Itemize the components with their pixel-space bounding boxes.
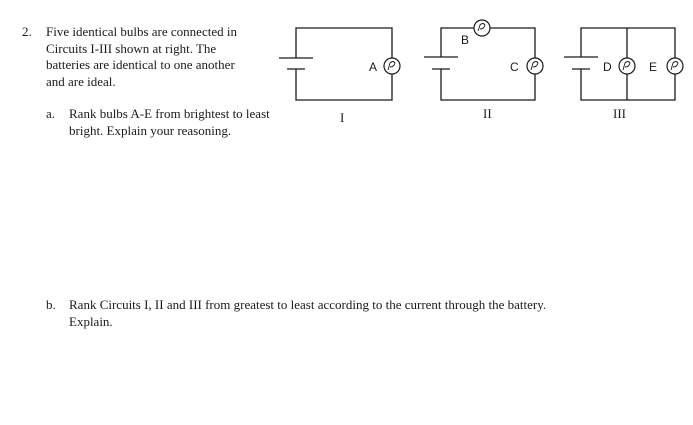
- intro-line-2: Circuits I-III shown at right. The: [46, 40, 217, 56]
- part-b-line-1: Rank Circuits I, II and III from greatest to least according to the current through the battery.: [69, 297, 547, 312]
- bulb-e-label: E: [649, 60, 658, 74]
- bulb-a-label: A: [369, 60, 378, 74]
- question-number: 2.: [22, 24, 32, 39]
- circuit-3: [564, 28, 683, 100]
- bulb-b-icon: [474, 20, 490, 36]
- part-a-label: a.: [46, 106, 56, 121]
- circuit-1: [279, 28, 400, 100]
- intro-line-3: batteries are identical to one another: [46, 57, 235, 72]
- circuit-2-top-right-wire: [490, 28, 535, 58]
- bulb-a-icon: [384, 58, 400, 74]
- intro-line-1: Five identical bulbs are connected in: [46, 24, 237, 39]
- circuit-1-bottom-wire: [296, 69, 392, 100]
- circuit-2: [424, 20, 543, 100]
- bulb-c-icon: [527, 58, 543, 74]
- circuit-2-top-left-wire: [441, 28, 474, 57]
- part-a-line-2: bright. Explain your reasoning.: [69, 122, 232, 138]
- circuit-2-label: II: [483, 106, 492, 121]
- bulb-d-label: D: [603, 60, 612, 74]
- intro-line-4: and are ideal.: [46, 73, 116, 89]
- bulb-c-label: C: [510, 60, 519, 74]
- circuit-2-bottom-wire: [441, 69, 535, 100]
- bulb-d-icon: [619, 58, 635, 74]
- circuit-3-top-wire: [581, 28, 675, 58]
- bulb-e-icon: [667, 58, 683, 74]
- bulb-b-label: B: [461, 33, 470, 47]
- circuit-3-label: III: [613, 106, 626, 121]
- part-b-line-2: Explain.: [69, 313, 113, 329]
- circuit-1-label: I: [340, 110, 345, 125]
- part-a-line-1: Rank bulbs A-E from brightest to least: [69, 106, 270, 121]
- circuit-1-top-wire: [296, 28, 392, 58]
- part-b-label: b.: [46, 297, 56, 312]
